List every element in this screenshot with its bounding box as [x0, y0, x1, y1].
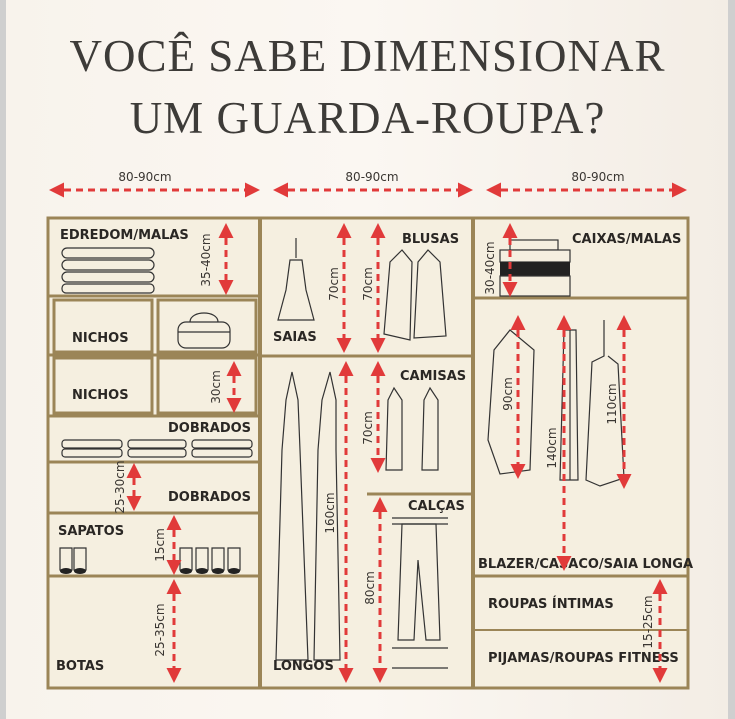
label-dobrados-1: DOBRADOS — [168, 421, 252, 436]
dim-blusas: 70cm — [361, 267, 375, 301]
label-blazer: BLAZER/CASACO/SAIA LONGA — [478, 557, 694, 572]
title-line-1: VOCÊ SABE DIMENSIONAR — [69, 31, 666, 81]
label-calcas: CALÇAS — [408, 499, 465, 514]
dim-calcas: 80cm — [363, 571, 377, 605]
dim-sapatos: 15cm — [153, 528, 167, 562]
label-botas: BOTAS — [56, 659, 105, 674]
dim-intimas: 15-25cm — [641, 595, 655, 649]
label-nichos-2: NICHOS — [72, 388, 129, 403]
dim-blazer-1: 90cm — [501, 377, 515, 411]
label-blusas: BLUSAS — [402, 232, 460, 247]
label-sapatos: SAPATOS — [58, 524, 125, 539]
dim-camisas: 70cm — [361, 411, 375, 445]
label-camisas: CAMISAS — [400, 369, 467, 384]
dim-longos: 160cm — [323, 492, 337, 534]
dim-botas: 25-35cm — [153, 603, 167, 657]
label-roupas-intimas: ROUPAS ÍNTIMAS — [488, 597, 614, 612]
dim-edredom: 35-40cm — [199, 233, 213, 287]
dim-dobrados: 25-30cm — [113, 460, 127, 514]
label-pijamas: PIJAMAS/ROUPAS FITNESS — [488, 651, 679, 666]
width-label-left: 80-90cm — [118, 170, 172, 184]
label-saias: SAIAS — [273, 330, 317, 345]
label-nichos-1: NICHOS — [72, 331, 129, 346]
dim-nichos: 30cm — [209, 370, 223, 404]
width-label-middle: 80-90cm — [345, 170, 399, 184]
dim-caixas: 30-40cm — [483, 241, 497, 295]
label-dobrados-2: DOBRADOS — [168, 490, 252, 505]
dim-blazer-2: 140cm — [545, 427, 559, 469]
title-line-2: UM GUARDA-ROUPA? — [129, 93, 606, 143]
label-edredom: EDREDOM/MALAS — [60, 228, 189, 243]
label-caixas: CAIXAS/MALAS — [572, 232, 682, 247]
dim-saias: 70cm — [327, 267, 341, 301]
dim-blazer-3: 110cm — [605, 383, 619, 425]
width-arrows — [52, 170, 684, 190]
width-label-right: 80-90cm — [571, 170, 625, 184]
label-longos: LONGOS — [273, 659, 334, 674]
